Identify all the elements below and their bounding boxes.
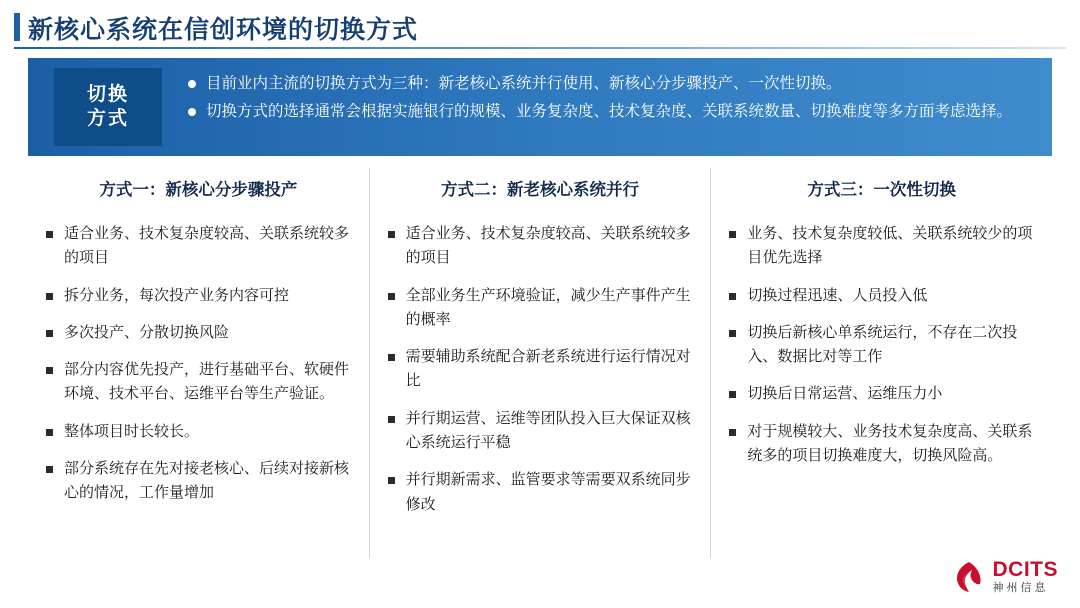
banner-tag: [54, 68, 162, 146]
square-bullet-icon: [729, 330, 736, 337]
column-heading: 方式三：一次性切换: [807, 181, 956, 199]
list-item: [46, 321, 351, 345]
square-bullet-icon: [388, 231, 395, 238]
company-logo: [952, 559, 1059, 594]
list-item-text: 拆分业务，每次投产业务内容可控: [64, 286, 290, 304]
list-item-text: 需要辅助系统配合新老系统进行运行情况对比: [405, 348, 691, 390]
list-item-text: 多次投产、分散切换风险: [64, 323, 230, 341]
list-item: [46, 284, 351, 308]
page-title: 新核心系统在信创环境的切换方式: [28, 16, 419, 44]
list-item: [729, 420, 1034, 469]
list-item-text: 并行期运营、运维等团队投入巨大保证双核心系统运行平稳: [405, 409, 691, 452]
banner-bullet-text: 切换方式的选择通常会根据实施银行的规模、业务复杂度、技术复杂度、关联系统数量、切换难度等多方面考虑选择。: [206, 103, 1013, 121]
list-item: [729, 284, 1034, 308]
square-bullet-icon: [46, 367, 53, 374]
list-item-text: 并行期新需求、监管要求等需要双系统同步修改: [405, 471, 691, 513]
banner-bullet-text: 目前业内主流的切换方式为三种：新老核心系统并行使用、新核心分步骤投产、一次性切换。: [206, 75, 842, 92]
list-item-text: 部分内容优先投产，进行基础平台、软硬件环境、技术平台、运维平台等生产验证。: [64, 361, 350, 403]
logo-text: [993, 559, 1059, 594]
square-bullet-icon: [729, 293, 736, 300]
title-divider: [14, 47, 1066, 49]
square-bullet-icon: [46, 293, 53, 300]
list-item-text: 全部业务生产环境验证，减少生产事件产生的概率: [405, 286, 691, 328]
list-item: [388, 407, 693, 456]
square-bullet-icon: [729, 429, 736, 436]
list-item: [388, 345, 693, 394]
column-approach-2: [369, 168, 711, 558]
square-bullet-icon: [46, 466, 53, 473]
list-item-text: 切换后日常运营、运维压力小: [747, 385, 943, 403]
square-bullet-icon: [388, 293, 395, 300]
list-item-text: 业务、技术复杂度较低、关联系统较少的项目优先选择: [747, 225, 1033, 267]
banner-bullet: [188, 72, 1028, 96]
banner-tag-line2: 方式: [86, 108, 129, 129]
logo-mark-icon: [952, 560, 986, 594]
list-item: [46, 358, 351, 407]
bullet-dot-icon: [188, 80, 196, 88]
columns-container: [28, 168, 1052, 558]
list-item: [729, 222, 1034, 271]
list-item: [46, 222, 351, 271]
list-item-text: 切换过程迅速、人员投入低: [747, 286, 928, 304]
bullet-dot-icon: [188, 108, 196, 116]
list-item-text: 对于规模较大、业务技术复杂度高、关联系统多的项目切换难度大，切换风险高。: [747, 422, 1033, 465]
square-bullet-icon: [729, 391, 736, 398]
list-item-text: 切换后新核心单系统运行，不存在二次投入、数据比对等工作: [747, 323, 1018, 366]
list-item: [388, 222, 693, 271]
list-item: [46, 457, 351, 506]
square-bullet-icon: [46, 429, 53, 436]
column-approach-3: [710, 168, 1052, 558]
list-item: [388, 468, 693, 517]
banner-body: [162, 58, 1052, 156]
square-bullet-icon: [729, 231, 736, 238]
banner-bullet: [188, 100, 1028, 124]
list-item: [388, 284, 693, 333]
list-item: [46, 420, 351, 444]
list-item: [729, 382, 1034, 406]
column-heading: 方式二：新老核心系统并行: [441, 181, 639, 199]
list-item: [729, 321, 1034, 370]
title-accent-bar: [14, 13, 20, 41]
square-bullet-icon: [46, 231, 53, 238]
square-bullet-icon: [388, 354, 395, 361]
list-item-text: 适合业务、技术复杂度较高、关联系统较多的项目: [405, 225, 691, 267]
list-item-text: 部分系统存在先对接老核心、后续对接新核心的情况，工作量增加: [64, 460, 350, 502]
column-approach-1: [28, 168, 369, 558]
square-bullet-icon: [388, 416, 395, 423]
list-item-text: 适合业务、技术复杂度较高、关联系统较多的项目: [64, 225, 350, 267]
column-heading: 方式一：新核心分步骤投产: [99, 181, 298, 199]
list-item-text: 整体项目时长较长。: [64, 422, 200, 440]
logo-name-en: DCITS: [992, 558, 1058, 581]
square-bullet-icon: [388, 477, 395, 484]
banner-tag-line1: 切换: [86, 84, 129, 106]
summary-banner: [28, 58, 1052, 156]
logo-name-cn: 神州信息: [992, 582, 1049, 594]
page-title-block: [14, 10, 1066, 50]
square-bullet-icon: [46, 330, 53, 337]
